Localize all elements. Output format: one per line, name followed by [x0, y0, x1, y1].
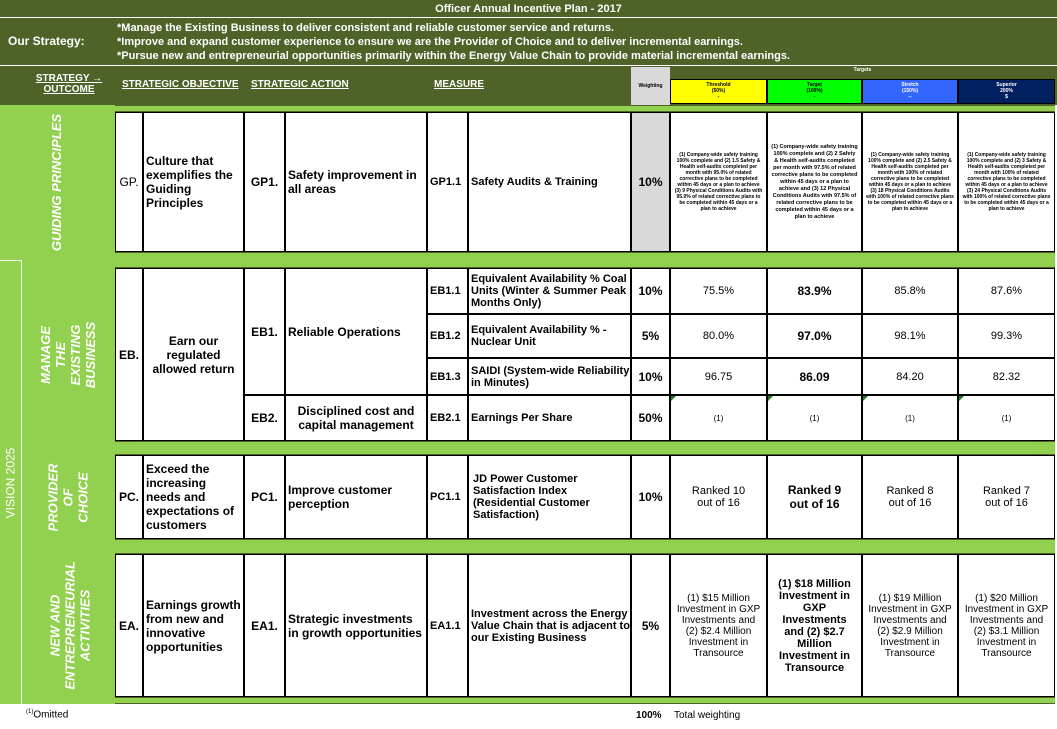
strategy-band [0, 17, 1057, 65]
weight-value: 10% [631, 268, 670, 314]
separator-strip [115, 441, 1055, 455]
target-value: (1) [809, 413, 820, 423]
target-superior: 99.3% [958, 314, 1055, 358]
header-outcome: STRATEGY → OUTCOME [35, 73, 103, 95]
measure-code: EB1.3 [427, 358, 468, 395]
target-threshold: Ranked 10 out of 16 [670, 455, 767, 539]
objective-code: GP. [115, 112, 143, 252]
objective-code: EB. [115, 268, 143, 441]
target-stretch: 85.8% [862, 268, 958, 314]
section-label: PROVIDER OF CHOICE [45, 463, 91, 531]
target-superior: (1) Company-wide safety training 100% complete and (2) 3 Safety & Health self-audits completed per month with 100% of related corrective plans to be completed within 45 days or a plan to achieve (3) 24 Physical Conditions Audits with 100% of related corrective plans to be completed within 45 days or a plan to achieve [958, 112, 1055, 252]
target-stretch: 98.1% [862, 314, 958, 358]
action-text: Reliable Operations [285, 268, 427, 395]
target-superior: (1) $20 Million Investment in GXP Investments and (2) $3.1 Million Investment in Transource [958, 554, 1055, 697]
action-text: Improve customer perception [285, 455, 427, 539]
measure-text: Safety Audits & Training [468, 112, 631, 252]
target-value: (1) [713, 413, 724, 423]
comment-marker [671, 396, 676, 401]
weight-value: 50% [631, 395, 670, 441]
section-guiding-principles [40, 108, 74, 256]
level-pct: (100%) [806, 88, 823, 94]
target-stretch: (1) $19 Million Investment in GXP Investments and (2) $2.9 Million Investment in Transource [862, 554, 958, 697]
section-label: MANAGE THE EXISTING BUSINESS [38, 321, 99, 389]
target-threshold: 75.5% [670, 268, 767, 314]
action-code: EB1. [244, 268, 285, 395]
target-value: (1) [905, 413, 915, 423]
strategy-lines [117, 21, 790, 63]
target-stretch: (1) Company-wide safety training 100% complete and (2) 2.5 Safety & Health self-audits completed per month with 100% of related corrective plans to be completed within 45 days or a plan to achieve (3) 18 Physical Conditions Audits with 100% of related corrective plans to be completed within 45 days or a plan to achieve [862, 112, 958, 252]
measure-code: EB1.2 [427, 314, 468, 358]
level-mark: - [717, 94, 720, 100]
objective-text: Culture that exemplifies the Guiding Principles [143, 112, 244, 252]
target-level-superior [958, 79, 1055, 104]
comment-marker [863, 396, 868, 401]
level-name: Target [807, 82, 822, 88]
target-target: 83.9% [767, 268, 862, 314]
weight-value: 10% [631, 358, 670, 395]
comment-marker [959, 396, 964, 401]
level-mark: -- [908, 94, 912, 100]
objective-code: PC. [115, 455, 143, 539]
target-value: (1) [1001, 413, 1012, 423]
vision-label [0, 260, 22, 704]
level-name: Superior [996, 82, 1017, 88]
target-level-threshold [670, 79, 767, 104]
target-stretch: 84.20 [862, 358, 958, 395]
level-name: Stretch [901, 82, 919, 88]
target-stretch: Ranked 8 out of 16 [862, 455, 958, 539]
action-text: Safety improvement in all areas [285, 112, 427, 252]
target-target [767, 395, 862, 441]
strategy-line: *Pursue new and entrepreneurial opportunities primarily within the Energy Value Chain to provide material incremental earnings. [117, 50, 790, 62]
weight-value: 5% [631, 314, 670, 358]
section-label: NEW AND ENTREPRENEURIAL ACTIVITIES [47, 560, 93, 690]
target-superior: 82.32 [958, 358, 1055, 395]
measure-text: Earnings Per Share [468, 395, 631, 441]
section-provider-of-choice [45, 452, 91, 542]
measure-code: PC1.1 [427, 455, 468, 539]
measure-code: EB2.1 [427, 395, 468, 441]
separator-strip [115, 539, 1055, 554]
page-title: Officer Annual Incentive Plan - 2017 [0, 0, 1057, 17]
total-weight: 100% [636, 710, 662, 721]
target-superior: 87.6% [958, 268, 1055, 314]
objective-text: Earnings growth from new and innovative opportunities [143, 554, 244, 697]
objective-text: Exceed the increasing needs and expectations of customers [143, 455, 244, 539]
measure-code: EA1.1 [427, 554, 468, 697]
vision-text: VISION 2025 [3, 447, 18, 518]
footnote-text: Omitted [33, 709, 69, 721]
footnote [26, 709, 68, 720]
separator-strip [115, 252, 1055, 268]
action-code: GP1. [244, 112, 285, 252]
level-name: Threshold [706, 82, 731, 88]
target-threshold: 80.0% [670, 314, 767, 358]
target-threshold: (1) Company-wide safety training 100% complete and (2) 1.5 Safety & Health self-audits completed per month with 95.0% of related corrective plans to be completed within 45 days or a plan to achieve (3) 9 Physical Conditions Audits with 95.0% of related corrective plans to be completed within 45 days or a plan to achieve [670, 112, 767, 252]
level-pct: (150%) [901, 88, 919, 94]
footnote-mark: (1) [26, 709, 34, 715]
measure-code: GP1.1 [427, 112, 468, 252]
total-weight-label: Total weighting [674, 710, 741, 721]
target-threshold [670, 395, 767, 441]
measure-text: JD Power Customer Satisfaction Index (Residential Customer Satisfaction) [468, 455, 631, 539]
target-level-stretch [862, 79, 958, 104]
action-text: Disciplined cost and capital management [285, 395, 427, 441]
measure-text: Equivalent Availability % - Nuclear Unit [468, 314, 631, 358]
section-existing-business [38, 266, 99, 444]
action-code: PC1. [244, 455, 285, 539]
weight-value: 10% [631, 112, 670, 252]
header-weighting: Weighting [631, 67, 670, 105]
action-code: EB2. [244, 395, 285, 441]
header-measure: MEASURE [434, 79, 485, 90]
measure-text: Equivalent Availability % Coal Units (Winter & Summer Peak Months Only) [468, 268, 631, 314]
target-target: (1) Company-wide safety training 100% complete and (2) 2 Safety & Health self-audits completed per month with 97.5% of related corrective plans to be completed within 45 days or a plan to achieve and (3) 12 Physical Conditions Audits with 97.5% of related corrective plans to be completed within 45 days or a plan to achieve [767, 112, 862, 252]
measure-text: Investment across the Energy Value Chain that is adjacent to our Existing Business [468, 554, 631, 697]
header-action: STRATEGIC ACTION [251, 79, 349, 90]
measure-code: EB1.1 [427, 268, 468, 314]
strategy-line: *Improve and expand customer experience to ensure we are the Provider of Choice and to deliver incremental earnings. [117, 36, 743, 48]
measure-text: SAIDI (System-wide Reliability in Minutes) [468, 358, 631, 395]
comment-marker [768, 396, 773, 401]
level-pct: (50%) [711, 88, 726, 94]
objective-code: EA. [115, 554, 143, 697]
action-text: Strategic investments in growth opportunities [285, 554, 427, 697]
strategy-label: Our Strategy: [8, 34, 85, 48]
weight-value: 5% [631, 554, 670, 697]
separator-strip [115, 105, 1055, 112]
target-threshold: 96.75 [670, 358, 767, 395]
action-code: EA1. [244, 554, 285, 697]
target-target: 86.09 [767, 358, 862, 395]
target-target: (1) $18 Million Investment in GXP Investments and (2) $2.7 Million Investment in Transource [767, 554, 862, 697]
level-pct: 200% [1000, 88, 1013, 94]
target-stretch [862, 395, 958, 441]
target-threshold: (1) $15 Million Investment in GXP Investments and (2) $2.4 Million Investment in Transource [670, 554, 767, 697]
target-level-target [767, 79, 862, 104]
target-superior: Ranked 7 out of 16 [958, 455, 1055, 539]
header-targets: Targets [853, 67, 872, 73]
level-mark: $ [1005, 94, 1008, 100]
header-objective: STRATEGIC OBJECTIVE [122, 79, 239, 90]
section-new-entrepreneurial [40, 550, 100, 700]
target-superior [958, 395, 1055, 441]
target-target: 97.0% [767, 314, 862, 358]
weight-value: 10% [631, 455, 670, 539]
section-label: GUIDING PRINCIPLES [49, 113, 65, 251]
level-mark: - [813, 94, 816, 100]
separator-strip [115, 697, 1055, 704]
strategy-line: *Manage the Existing Business to deliver consistent and reliable customer service and returns. [117, 22, 614, 34]
target-target: Ranked 9 out of 16 [767, 455, 862, 539]
objective-text: Earn our regulated allowed return [143, 268, 244, 441]
